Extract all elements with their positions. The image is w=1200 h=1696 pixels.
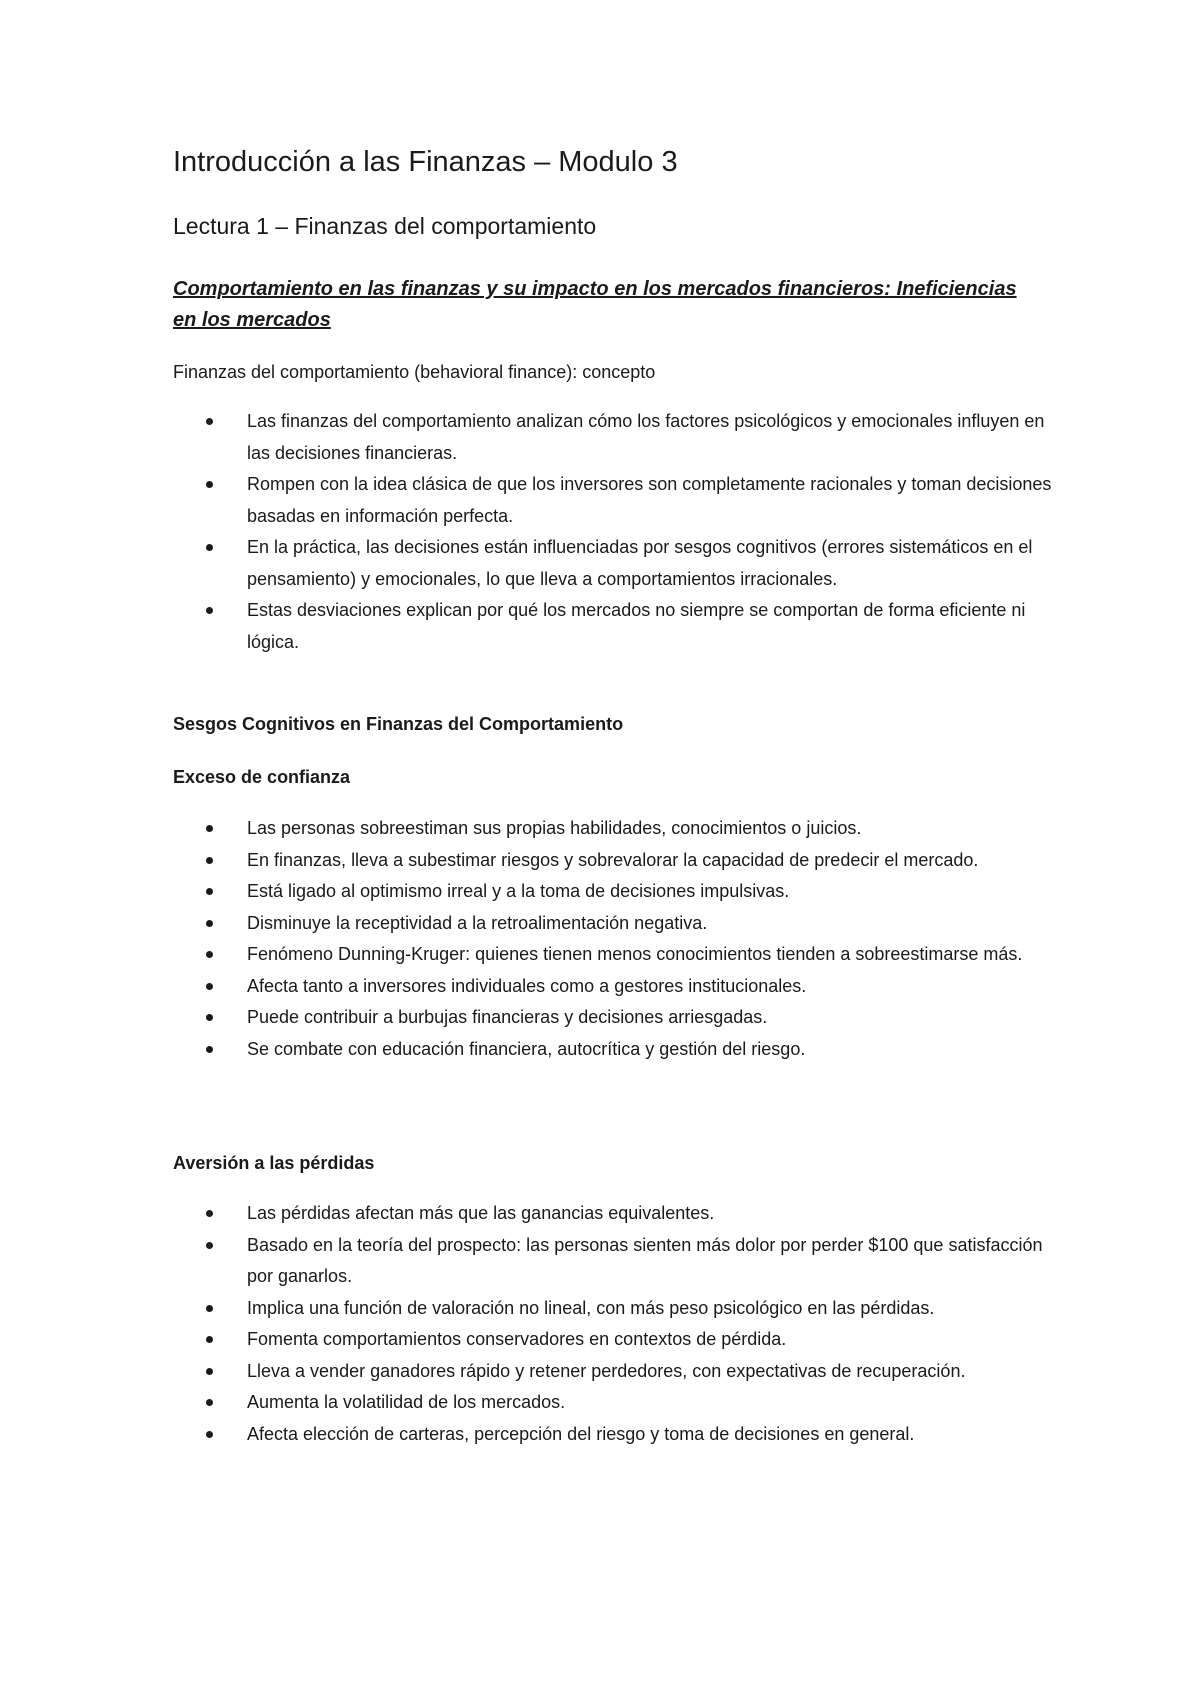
list-item: Rompen con la idea clásica de que los inversores son completamente racionales y toman decisiones basadas en información perfecta. (173, 469, 1053, 532)
bullet-icon (206, 1399, 213, 1406)
overconfidence-heading: Exceso de confianza (173, 767, 351, 787)
bullet-icon (206, 607, 213, 614)
bullet-icon (206, 920, 213, 927)
document-title: Introducción a las Finanzas – Modulo 3 (173, 146, 678, 178)
list-item: Fenómeno Dunning-Kruger: quienes tienen menos conocimientos tienden a sobreestimarse más. (173, 939, 1053, 971)
list-item: En finanzas, lleva a subestimar riesgos y sobrevalorar la capacidad de predecir el mercado. (173, 845, 1053, 877)
bullet-icon (206, 1431, 213, 1438)
bullet-icon (206, 1305, 213, 1312)
intro-paragraph: Finanzas del comportamiento (behavioral finance): concepto (173, 362, 656, 382)
loss-aversion-bullet-list (173, 1198, 1053, 1450)
loss-aversion-heading: Aversión a las pérdidas (173, 1153, 375, 1173)
bullet-icon (206, 983, 213, 990)
list-item: Se combate con educación financiera, autocrítica y gestión del riesgo. (173, 1034, 1053, 1066)
bullet-icon (206, 1242, 213, 1249)
bullet-icon (206, 1368, 213, 1375)
list-item: Puede contribuir a burbujas financieras y decisiones arriesgadas. (173, 1002, 1053, 1034)
list-item: En la práctica, las decisiones están influenciadas por sesgos cognitivos (errores sistemáticos en el pensamiento) y emocionales, lo que lleva a comportamientos irracionales. (173, 532, 1053, 595)
bullet-icon (206, 888, 213, 895)
bullet-icon (206, 1046, 213, 1053)
list-item: Estas desviaciones explican por qué los mercados no siempre se comportan de forma eficiente ni lógica. (173, 595, 1053, 658)
list-item: Las personas sobreestiman sus propias habilidades, conocimientos o juicios. (173, 813, 1053, 845)
bullet-icon (206, 544, 213, 551)
bullet-icon (206, 1336, 213, 1343)
list-item: Está ligado al optimismo irreal y a la toma de decisiones impulsivas. (173, 876, 1053, 908)
intro-bullet-list (173, 406, 1053, 658)
list-item: Afecta tanto a inversores individuales como a gestores institucionales. (173, 971, 1053, 1003)
section-heading: Comportamiento en las finanzas y su impacto en los mercados financieros: Ineficiencias en los mercados (173, 278, 1017, 331)
list-item: Basado en la teoría del prospecto: las personas sienten más dolor por perder $100 que satisfacción por ganarlos. (173, 1230, 1053, 1293)
bullet-icon (206, 1014, 213, 1021)
list-item: Fomenta comportamientos conservadores en contextos de pérdida. (173, 1324, 1053, 1356)
list-item: Disminuye la receptividad a la retroalimentación negativa. (173, 908, 1053, 940)
bullet-icon (206, 418, 213, 425)
bullet-icon (206, 481, 213, 488)
list-item: Afecta elección de carteras, percepción del riesgo y toma de decisiones en general. (173, 1419, 1053, 1451)
list-item: Las finanzas del comportamiento analizan cómo los factores psicológicos y emocionales influyen en las decisiones financieras. (173, 406, 1053, 469)
bullet-icon (206, 857, 213, 864)
bullet-icon (206, 951, 213, 958)
bullet-icon (206, 825, 213, 832)
list-item: Las pérdidas afectan más que las ganancias equivalentes. (173, 1198, 1053, 1230)
list-item: Lleva a vender ganadores rápido y retener perdedores, con expectativas de recuperación. (173, 1356, 1053, 1388)
lecture-subtitle: Lectura 1 – Finanzas del comportamiento (173, 213, 597, 239)
overconfidence-bullet-list (173, 813, 1053, 1065)
bullet-icon (206, 1210, 213, 1217)
list-item: Implica una función de valoración no lineal, con más peso psicológico en las pérdidas. (173, 1293, 1053, 1325)
list-item: Aumenta la volatilidad de los mercados. (173, 1387, 1053, 1419)
biases-heading: Sesgos Cognitivos en Finanzas del Comportamiento (173, 714, 624, 734)
